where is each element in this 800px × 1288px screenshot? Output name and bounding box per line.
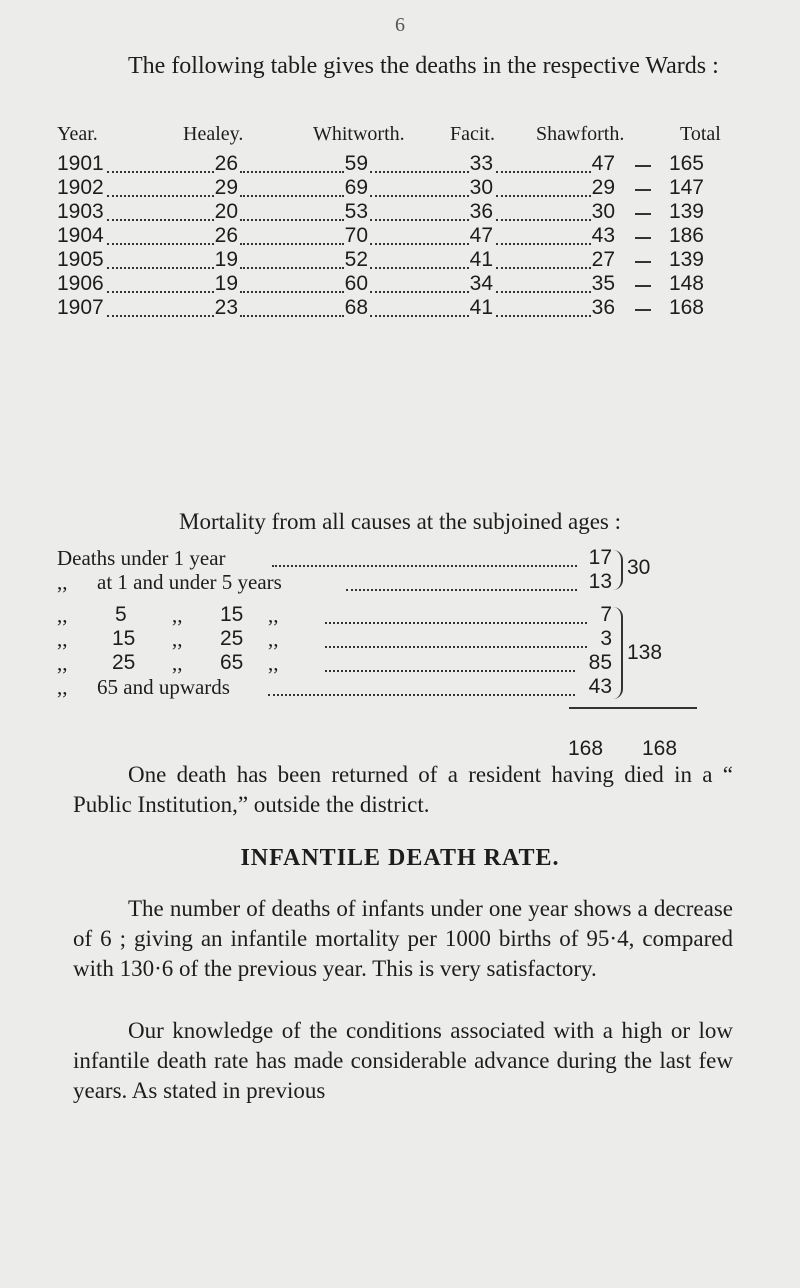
total-cell: 186 bbox=[668, 224, 704, 247]
leader-dots bbox=[370, 219, 469, 221]
mortality-value: 3 bbox=[600, 627, 612, 650]
leader-dots bbox=[107, 171, 214, 173]
year-cell: 1902 bbox=[57, 176, 104, 199]
leader-dots bbox=[107, 291, 214, 293]
brace bbox=[613, 607, 623, 699]
leader-dots bbox=[107, 195, 214, 197]
healey-cell: 19 bbox=[214, 248, 238, 271]
leader-dots bbox=[272, 565, 577, 567]
leader-dots bbox=[325, 646, 587, 648]
em-dash bbox=[635, 165, 651, 167]
leader-dots bbox=[107, 315, 214, 317]
year-cell: 1904 bbox=[57, 224, 104, 247]
age-from: 25 bbox=[112, 651, 136, 674]
leader-dots bbox=[496, 291, 591, 293]
header-healey: Healey. bbox=[183, 123, 244, 145]
whitworth-cell: 69 bbox=[344, 176, 368, 199]
ditto-mark: ,, bbox=[57, 603, 68, 627]
header-shawforth: Shawforth. bbox=[536, 123, 625, 145]
ditto-mark: ,, bbox=[268, 627, 279, 651]
leader-dots bbox=[496, 315, 591, 317]
group-total: 138 bbox=[627, 641, 663, 664]
leader-dots bbox=[268, 694, 575, 696]
facit-cell: 34 bbox=[469, 272, 493, 295]
leader-dots bbox=[240, 267, 344, 269]
whitworth-cell: 59 bbox=[344, 152, 368, 175]
ditto-mark: ,, bbox=[57, 570, 68, 594]
leader-dots bbox=[370, 315, 469, 317]
healey-cell: 26 bbox=[214, 152, 238, 175]
age-to: 65 bbox=[220, 651, 244, 674]
ditto-mark: ,, bbox=[172, 627, 183, 651]
facit-cell: 36 bbox=[469, 200, 493, 223]
age-from: 5 bbox=[115, 603, 127, 626]
ditto-mark: ,, bbox=[57, 651, 68, 675]
em-dash bbox=[635, 261, 651, 263]
leader-dots bbox=[496, 219, 591, 221]
leader-dots bbox=[370, 195, 469, 197]
mortality-label: Deaths under 1 year bbox=[57, 546, 226, 570]
total-cell: 147 bbox=[668, 176, 704, 199]
leader-dots bbox=[107, 219, 214, 221]
header-whitworth: Whitworth. bbox=[313, 123, 405, 145]
age-from: 15 bbox=[112, 627, 136, 650]
mortality-value: 13 bbox=[588, 570, 612, 593]
mortality-label: 65 and upwards bbox=[97, 675, 230, 699]
ditto-mark: ,, bbox=[57, 627, 68, 651]
leader-dots bbox=[240, 219, 344, 221]
facit-cell: 47 bbox=[469, 224, 493, 247]
group-total: 30 bbox=[627, 556, 651, 579]
healey-cell: 20 bbox=[214, 200, 238, 223]
shawforth-cell: 27 bbox=[591, 248, 615, 271]
age-to: 25 bbox=[220, 627, 244, 650]
total-cell: 165 bbox=[668, 152, 704, 175]
shawforth-cell: 29 bbox=[591, 176, 615, 199]
healey-cell: 23 bbox=[214, 296, 238, 319]
leader-dots bbox=[346, 589, 577, 591]
infantile-rate-paragraph: The number of deaths of infants under one year shows a decrease of 6 ; giving an infantile mortality per 1000 births of 95·4, compared with 130·6 of the previous year. This is very satisfactory. bbox=[73, 896, 733, 981]
leader-dots bbox=[496, 171, 591, 173]
whitworth-cell: 68 bbox=[344, 296, 368, 319]
em-dash bbox=[635, 213, 651, 215]
total-cell: 148 bbox=[668, 272, 704, 295]
whitworth-cell: 70 bbox=[344, 224, 368, 247]
total-right: 168 bbox=[642, 737, 678, 760]
shawforth-cell: 35 bbox=[591, 272, 615, 295]
leader-dots bbox=[325, 622, 587, 624]
header-total: Total bbox=[680, 123, 721, 145]
em-dash bbox=[635, 309, 651, 311]
knowledge-paragraph: Our knowledge of the conditions associated with a high or low infantile death rate has made considerable advance during the last few years. As stated in previous bbox=[73, 1018, 733, 1103]
ditto-mark: ,, bbox=[268, 651, 279, 675]
em-dash bbox=[635, 285, 651, 287]
shawforth-cell: 30 bbox=[591, 200, 615, 223]
healey-cell: 29 bbox=[214, 176, 238, 199]
leader-dots bbox=[240, 315, 344, 317]
sum-rule bbox=[569, 707, 697, 709]
year-cell: 1901 bbox=[57, 152, 104, 175]
section-heading: INFANTILE DEATH RATE. bbox=[240, 845, 560, 871]
shawforth-cell: 36 bbox=[591, 296, 615, 319]
leader-dots bbox=[370, 171, 469, 173]
brace bbox=[613, 550, 623, 590]
leader-dots bbox=[370, 291, 469, 293]
year-cell: 1905 bbox=[57, 248, 104, 271]
year-cell: 1903 bbox=[57, 200, 104, 223]
facit-cell: 41 bbox=[469, 296, 493, 319]
page-number: 6 bbox=[395, 14, 405, 36]
mortality-value: 7 bbox=[600, 603, 612, 626]
shawforth-cell: 43 bbox=[591, 224, 615, 247]
mortality-value: 85 bbox=[588, 651, 612, 674]
shawforth-cell: 47 bbox=[591, 152, 615, 175]
mortality-value: 17 bbox=[588, 546, 612, 569]
mortality-value: 43 bbox=[588, 675, 612, 698]
whitworth-cell: 60 bbox=[344, 272, 368, 295]
leader-dots bbox=[496, 243, 591, 245]
mortality-label: at 1 and under 5 years bbox=[97, 570, 282, 594]
mortality-heading: Mortality from all causes at the subjoined ages : bbox=[179, 509, 621, 534]
leader-dots bbox=[107, 267, 214, 269]
header-year: Year. bbox=[57, 123, 98, 145]
leader-dots bbox=[240, 243, 344, 245]
leader-dots bbox=[370, 267, 469, 269]
leader-dots bbox=[496, 195, 591, 197]
age-to: 15 bbox=[220, 603, 244, 626]
leader-dots bbox=[240, 195, 344, 197]
total-left: 168 bbox=[568, 737, 604, 760]
ditto-mark: ,, bbox=[268, 603, 279, 627]
leader-dots bbox=[496, 267, 591, 269]
ditto-mark: ,, bbox=[172, 603, 183, 627]
public-institution-paragraph: One death has been returned of a resident having died in a “ Public Institution,” outside the district. bbox=[73, 762, 733, 817]
healey-cell: 26 bbox=[214, 224, 238, 247]
whitworth-cell: 53 bbox=[344, 200, 368, 223]
leader-dots bbox=[325, 670, 575, 672]
intro-paragraph: The following table gives the deaths in the respective Wards : bbox=[128, 53, 719, 79]
leader-dots bbox=[240, 171, 344, 173]
facit-cell: 41 bbox=[469, 248, 493, 271]
year-cell: 1907 bbox=[57, 296, 104, 319]
header-facit: Facit. bbox=[450, 123, 495, 145]
total-cell: 139 bbox=[668, 248, 704, 271]
year-cell: 1906 bbox=[57, 272, 104, 295]
em-dash bbox=[635, 237, 651, 239]
ditto-mark: ,, bbox=[172, 651, 183, 675]
facit-cell: 33 bbox=[469, 152, 493, 175]
facit-cell: 30 bbox=[469, 176, 493, 199]
total-cell: 139 bbox=[668, 200, 704, 223]
leader-dots bbox=[107, 243, 214, 245]
total-cell: 168 bbox=[668, 296, 704, 319]
ditto-mark: ,, bbox=[57, 675, 68, 699]
em-dash bbox=[635, 189, 651, 191]
leader-dots bbox=[240, 291, 344, 293]
whitworth-cell: 52 bbox=[344, 248, 368, 271]
leader-dots bbox=[370, 243, 469, 245]
healey-cell: 19 bbox=[214, 272, 238, 295]
